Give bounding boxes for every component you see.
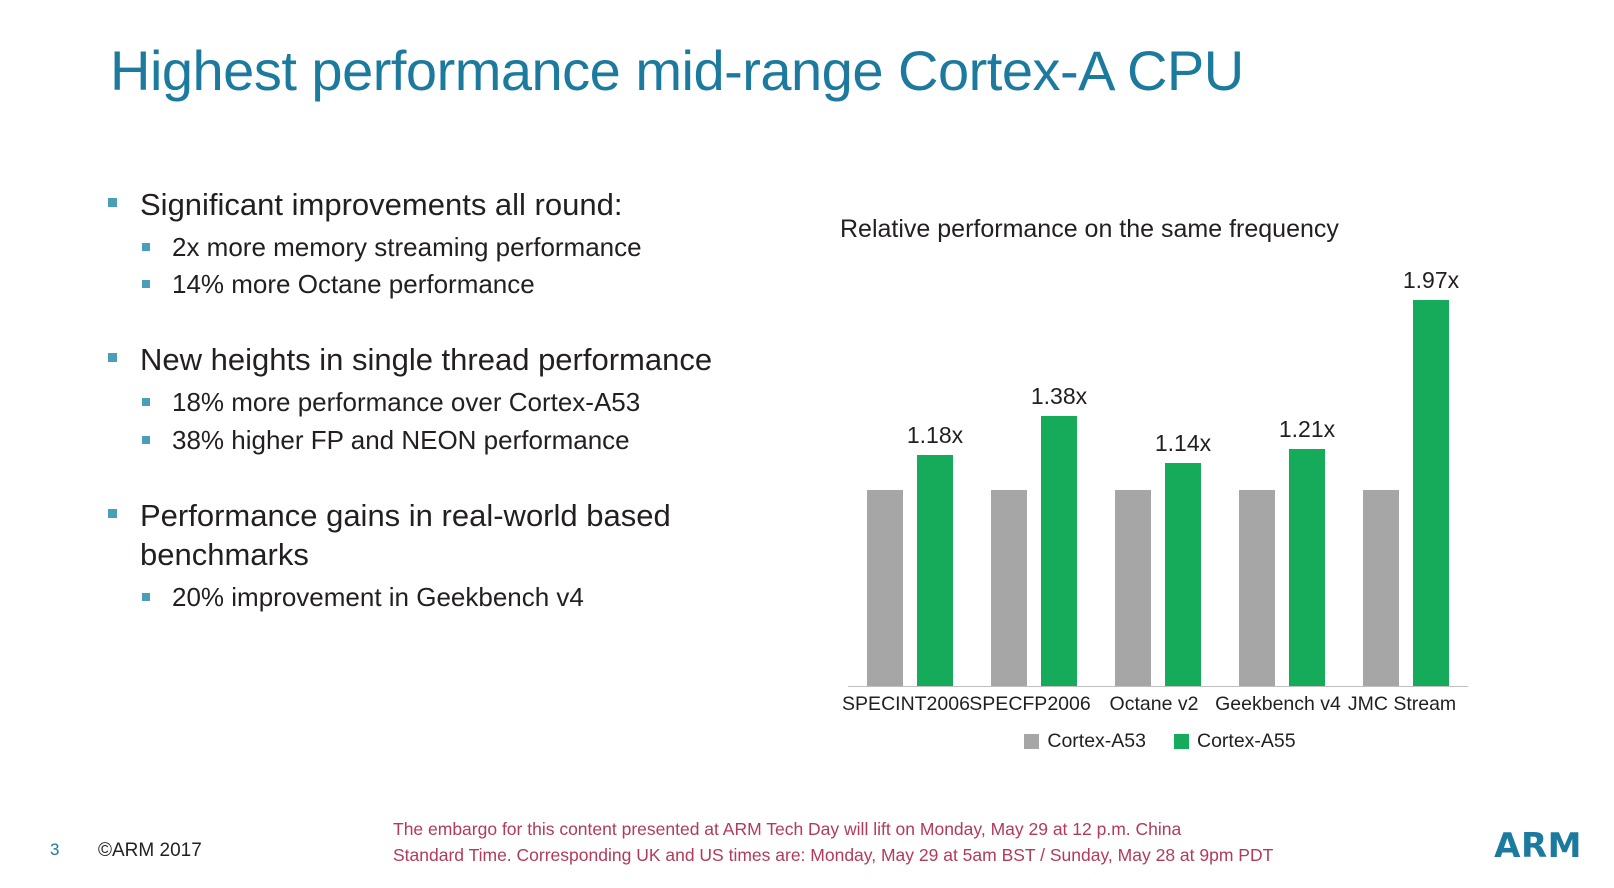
bullet-marker-icon bbox=[142, 243, 150, 251]
chart-category-labels bbox=[840, 693, 1480, 723]
bullet-item bbox=[104, 496, 834, 575]
chart-category-label: SPECINT2006 bbox=[842, 693, 970, 715]
copyright-notice: ©ARM 2017 bbox=[98, 840, 202, 861]
chart-data-label: 1.21x bbox=[1278, 416, 1336, 443]
chart-title: Relative performance on the same frequency bbox=[840, 215, 1339, 243]
chart-category-label: SPECFP2006 bbox=[969, 693, 1091, 715]
bullet-item bbox=[104, 340, 834, 380]
bullet-marker-icon bbox=[108, 198, 117, 207]
chart-bar-group bbox=[1344, 267, 1468, 686]
chart-x-axis bbox=[848, 686, 1468, 687]
bullet-marker-icon bbox=[142, 398, 150, 406]
sub-bullet-item bbox=[104, 231, 834, 265]
page-title: Highest performance mid-range Cortex-A CPU bbox=[110, 39, 1244, 102]
chart-bar-cortex-a55 bbox=[1165, 463, 1201, 686]
sub-bullet-text: 14% more Octane performance bbox=[172, 269, 535, 300]
legend-item bbox=[1174, 730, 1296, 753]
chart-bar-group bbox=[1220, 275, 1344, 686]
sub-bullet-text: 18% more performance over Cortex-A53 bbox=[172, 386, 641, 417]
bullet-marker-icon bbox=[108, 509, 117, 518]
chart-bar-cortex-a53 bbox=[991, 490, 1027, 686]
spacer bbox=[104, 306, 834, 340]
chart-bar-group bbox=[1096, 275, 1220, 686]
legend-swatch-icon bbox=[1174, 734, 1189, 749]
legend-label: Cortex-A53 bbox=[1047, 730, 1146, 752]
sub-bullet-item bbox=[104, 268, 834, 302]
legend-item bbox=[1024, 730, 1146, 753]
bullet-item bbox=[104, 185, 834, 225]
chart-data-label: 1.97x bbox=[1402, 267, 1460, 294]
chart-bar-group bbox=[848, 275, 972, 686]
chart-bar-cortex-a53 bbox=[1239, 490, 1275, 686]
bullet-marker-icon bbox=[108, 353, 117, 362]
chart-bar-cortex-a53 bbox=[867, 490, 903, 686]
chart-bar-cortex-a53 bbox=[1363, 490, 1399, 686]
sub-bullet-item bbox=[104, 424, 834, 458]
embargo-line-1: The embargo for this content presented at ARM Tech Day will lift on Monday, May 29 at 12 p.m. China bbox=[393, 819, 1182, 840]
sub-bullet-text: 20% improvement in Geekbench v4 bbox=[172, 581, 584, 612]
bullet-marker-icon bbox=[142, 436, 150, 444]
chart-bar-group bbox=[972, 275, 1096, 686]
bullet-text: New heights in single thread performance bbox=[140, 342, 713, 378]
legend-label: Cortex-A55 bbox=[1197, 730, 1296, 752]
chart-data-label: 1.18x bbox=[906, 422, 964, 449]
performance-chart bbox=[840, 215, 1490, 755]
legend-swatch-icon bbox=[1024, 734, 1039, 749]
bullet-text: Performance gains in real-world based benchmarks bbox=[140, 497, 671, 573]
arm-logo: ARM bbox=[1494, 826, 1582, 866]
chart-data-label: 1.14x bbox=[1154, 429, 1212, 456]
chart-bar-cortex-a55 bbox=[917, 455, 953, 686]
sub-bullet-text: 38% higher FP and NEON performance bbox=[172, 424, 630, 455]
sub-bullet-item bbox=[104, 581, 834, 615]
sub-bullet-item bbox=[104, 386, 834, 420]
chart-bar-cortex-a55 bbox=[1041, 416, 1077, 686]
embargo-line-2: Standard Time. Corresponding UK and US times are: Monday, May 29 at 5am BST / Sunday, May 28 at 9pm PDT bbox=[393, 844, 1274, 865]
bullet-text: Significant improvements all round: bbox=[140, 187, 623, 222]
chart-data-label: 1.38x bbox=[1030, 382, 1088, 409]
chart-category-label: JMC Stream bbox=[1347, 693, 1457, 715]
spacer bbox=[104, 462, 834, 496]
sub-bullet-text: 2x more memory streaming performance bbox=[172, 231, 642, 262]
chart-category-label: Octane v2 bbox=[1109, 693, 1199, 715]
chart-bar-cortex-a53 bbox=[1115, 490, 1151, 686]
embargo-notice bbox=[393, 817, 1293, 868]
chart-bar-cortex-a55 bbox=[1289, 449, 1325, 686]
bullet-marker-icon bbox=[142, 593, 150, 601]
chart-bar-cortex-a55 bbox=[1413, 300, 1449, 686]
bullet-marker-icon bbox=[142, 280, 150, 288]
chart-plot-area bbox=[848, 267, 1468, 687]
bullet-list bbox=[104, 185, 834, 619]
page-number: 3 bbox=[50, 840, 60, 859]
chart-legend bbox=[840, 730, 1480, 753]
chart-category-label: Geekbench v4 bbox=[1215, 693, 1341, 715]
